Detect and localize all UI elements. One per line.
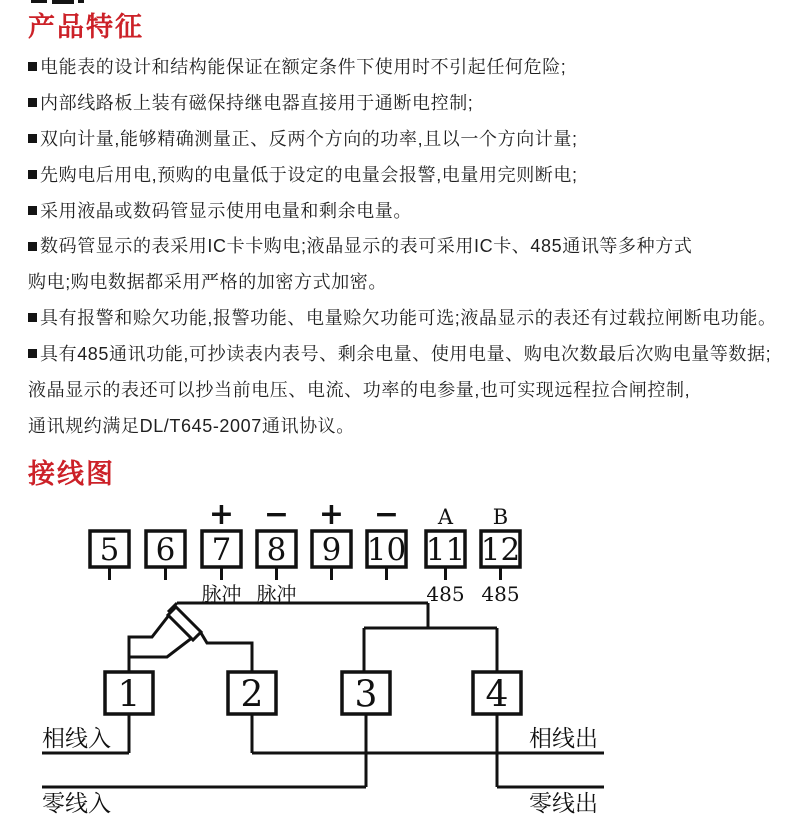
wiring-diagram xyxy=(0,489,790,819)
terminal-4 xyxy=(473,672,521,716)
terminal-10 xyxy=(367,497,406,580)
terminal-function-label: 脉冲 xyxy=(201,582,242,606)
bullet-square-icon xyxy=(28,170,37,179)
phase-in-label: 相线入 xyxy=(42,726,111,752)
bullet-square-icon xyxy=(28,242,37,251)
terminal-7 xyxy=(202,497,242,606)
rs485-line-label: A xyxy=(437,505,454,529)
bottom-terminal-row xyxy=(105,672,521,716)
neutral-in-label: 零线入 xyxy=(42,791,111,817)
cropped-text-remnant xyxy=(31,0,47,3)
polarity-label: + xyxy=(318,497,345,532)
terminal-1 xyxy=(105,672,153,716)
terminal-function-label: 485 xyxy=(481,582,520,606)
bullet-square-icon xyxy=(28,349,37,358)
terminal-11 xyxy=(426,505,465,606)
feature-line xyxy=(28,301,777,337)
feature-line xyxy=(28,337,773,373)
feature-line xyxy=(28,265,773,301)
feature-text: 具有报警和赊欠功能,报警功能、电量赊欠功能可选;液晶显示的表还有过载拉闸断电功能。 xyxy=(40,308,777,329)
neutral-out-label: 零线出 xyxy=(529,791,598,817)
terminal-5 xyxy=(90,531,129,580)
feature-text: 内部线路板上装有磁保持继电器直接用于通断电控制; xyxy=(40,92,474,113)
bullet-square-icon xyxy=(28,98,37,107)
terminal-8 xyxy=(257,497,297,606)
feature-text: 通讯规约满足DL/T645-2007通讯协议。 xyxy=(28,415,355,436)
feature-text: 数码管显示的表采用IC卡卡购电;液晶显示的表可采用IC卡、485通讯等多种方式 xyxy=(40,236,693,257)
feature-list xyxy=(28,50,777,445)
cropped-text-remnant xyxy=(78,0,84,3)
polarity-label: − xyxy=(373,497,400,532)
feature-line xyxy=(28,158,773,194)
feature-line xyxy=(28,50,773,86)
bullet-square-icon xyxy=(28,206,37,215)
bullet-square-icon xyxy=(28,134,37,143)
terminal-number: 3 xyxy=(354,674,378,716)
terminal-number: 7 xyxy=(211,532,232,568)
feature-line xyxy=(28,122,773,158)
terminal-number: 10 xyxy=(366,532,407,568)
feature-line xyxy=(28,229,773,265)
bullet-square-icon xyxy=(28,62,37,71)
feature-text: 具有485通讯功能,可抄读表内表号、剩余电量、使用电量、购电次数最后次购电量等数据; xyxy=(40,344,772,365)
wiring-section-title: 接线图 xyxy=(28,459,115,489)
terminal-number: 4 xyxy=(485,674,509,716)
phase-out-label: 相线出 xyxy=(529,726,598,752)
cropped-text-remnant xyxy=(52,0,74,4)
terminal-function-label: 脉冲 xyxy=(256,582,297,606)
terminal-2 xyxy=(228,672,276,716)
terminal-9 xyxy=(312,497,351,580)
terminal-3 xyxy=(342,672,390,716)
terminal-number: 11 xyxy=(425,532,466,568)
terminal-number: 8 xyxy=(266,532,287,568)
feature-text: 双向计量,能够精确测量正、反两个方向的功率,且以一个方向计量; xyxy=(40,128,578,149)
terminal-number: 1 xyxy=(117,674,141,716)
feature-text: 购电;购电数据都采用严格的加密方式加密。 xyxy=(28,272,387,293)
terminal-number: 6 xyxy=(155,532,176,568)
terminal-number: 9 xyxy=(321,532,342,568)
feature-line xyxy=(28,373,773,409)
terminal-6 xyxy=(146,531,185,580)
terminal-number: 12 xyxy=(480,532,521,568)
feature-text: 采用液晶或数码管显示使用电量和剩余电量。 xyxy=(40,200,412,221)
feature-line xyxy=(28,86,773,122)
terminal-function-label: 485 xyxy=(426,582,465,606)
bullet-square-icon xyxy=(28,313,37,322)
polarity-label: − xyxy=(263,497,290,532)
terminal-number: 2 xyxy=(240,674,264,716)
voltage-link-blade xyxy=(168,607,201,640)
top-terminal-row xyxy=(90,497,520,606)
rs485-line-label: B xyxy=(492,505,509,529)
features-section-title: 产品特征 xyxy=(28,12,144,42)
feature-text: 液晶显示的表还可以抄当前电压、电流、功率的电参量,也可实现远程拉合闸控制, xyxy=(28,380,691,401)
feature-text: 电能表的设计和结构能保证在额定条件下使用时不引起任何危险; xyxy=(40,57,567,77)
terminal-number: 5 xyxy=(99,532,120,568)
feature-line xyxy=(28,409,773,445)
terminal-12 xyxy=(481,505,520,606)
feature-line xyxy=(28,194,773,230)
polarity-label: + xyxy=(208,497,235,532)
feature-text: 先购电后用电,预购的电量低于设定的电量会报警,电量用完则断电; xyxy=(40,164,578,185)
